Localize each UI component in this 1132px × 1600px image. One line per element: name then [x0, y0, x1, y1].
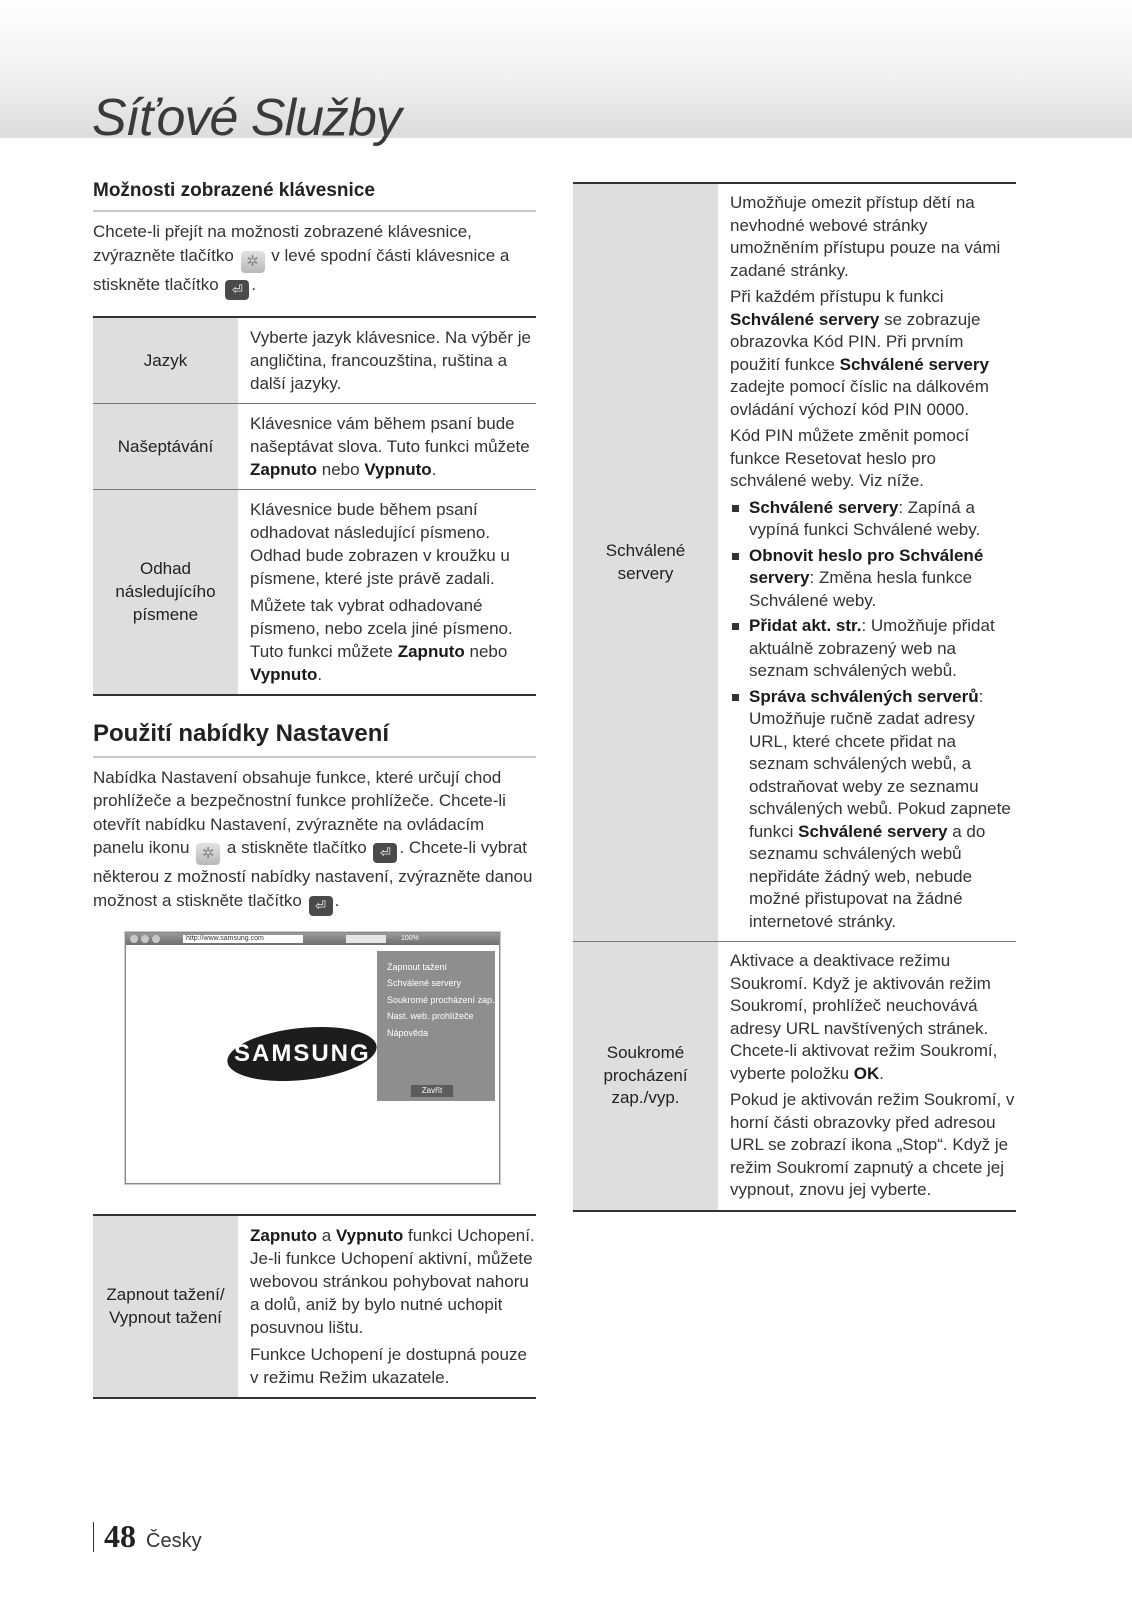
bold-term: Správa schválených serverů [749, 686, 979, 706]
text [730, 286, 1016, 421]
settings-gear-icon: ✲ [196, 843, 220, 865]
text: Klávesnice vám během psaní bude našeptávat slova. Tuto funkci můžete [250, 413, 530, 456]
settings-heading: Použití nabídky Nastavení [93, 719, 390, 747]
text: . [317, 664, 323, 684]
text: Aktivace a deaktivace režimu Soukromí. Když je aktivován režim Soukromí, prohlížeč neuchovává adresy URL navštívených stránek. Chcete-li aktivovat režim Soukromí, vyberte položku [730, 951, 998, 1083]
table-row [573, 942, 1016, 1211]
list-item [730, 545, 1016, 613]
forward-icon [141, 935, 149, 943]
samsung-logo [225, 1020, 380, 1087]
row-label-approved: Schválené servery [573, 183, 718, 942]
enter-button-icon: ⏎ [225, 280, 249, 300]
text: a stiskněte tlačítko [226, 838, 367, 857]
table-row [93, 317, 536, 404]
row-desc-drag [238, 1215, 536, 1398]
enter-button-icon: ⏎ [309, 896, 333, 916]
text: zadejte pomocí číslic na dálkovém ovládání výchozí kód PIN 0000. [730, 377, 989, 419]
bold-term: Schválené servery [749, 497, 899, 517]
url-field: http://www.samsung.com [183, 935, 303, 943]
row-desc-suggestions [238, 403, 536, 489]
heading-rule [93, 210, 536, 212]
text: . [431, 459, 437, 479]
bold-term: OK [853, 1063, 880, 1083]
text: a [317, 1225, 336, 1245]
bold-term: Vypnuto [335, 1225, 404, 1245]
row-label-language: Jazyk [93, 317, 238, 404]
page-footer [93, 1518, 202, 1555]
text: . Chcete-li vybrat některou z možností nabídky nastavení, zvýrazněte danou možnost a stiskněte tlačítko [93, 838, 533, 910]
row-desc-private [718, 942, 1016, 1211]
right-column [573, 182, 1016, 1212]
text [730, 950, 1016, 1085]
list-item [730, 615, 1016, 683]
text: : Změna hesla funkce Schválené weby. [749, 568, 973, 610]
text: Můžete tak vybrat odhadované písmeno, nebo zcela jiné písmeno. Tuto funkci můžete [250, 595, 513, 661]
text: . [334, 890, 340, 910]
page-language: Česky [146, 1530, 202, 1552]
back-icon [130, 935, 138, 943]
keyboard-intro [93, 220, 536, 300]
table-row [93, 1215, 536, 1398]
row-desc-language: Vyberte jazyk klávesnice. Na výběr je angličtina, francouzština, ruština a další jazyky. [250, 327, 531, 393]
zoom-level: 100% [401, 935, 419, 942]
text: a do seznamu schválených webů nepřidáte žádný web, nebude možné přistupovat na žádné internetové stránky. [749, 821, 986, 931]
bold-term: Schválené servery [798, 821, 948, 841]
text [250, 1224, 536, 1339]
table-row [93, 403, 536, 489]
row-label-private: Soukromé procházení zap./vyp. [573, 942, 718, 1211]
keyboard-options-table [93, 316, 536, 696]
bold-term: Zapnuto [397, 641, 465, 661]
close-button: Zavřít [411, 1085, 453, 1097]
settings-gear-icon: ✲ [241, 251, 265, 273]
text: Pokud je aktivován režim Soukromí, v horní části obrazovky před adresou URL se zobrazí ikona „Stop“. Když je režim Soukromí zapnutý a chcete jej vypnout, znovu jej vyberte. [730, 1090, 1015, 1199]
bold-term: Vypnuto [364, 459, 432, 479]
enter-button-icon: ⏎ [373, 843, 397, 863]
search-field [346, 935, 386, 943]
browser-toolbar [126, 933, 499, 945]
bold-term: Vypnuto [250, 664, 318, 684]
text: Nabídka Nastavení obsahuje funkce, které určují chod prohlížeče a bezpečnostní funkce prohlížeče. Chcete-li otevřít nabídku Nastavení, zvýrazněte na ovládacím panelu ikonu [93, 767, 506, 857]
text: : Zapíná a vypíná funkci Schválené weby. [749, 497, 981, 539]
row-desc-next-letter [238, 489, 536, 695]
left-column [93, 180, 536, 1399]
bold-term: Zapnuto [250, 459, 318, 479]
browser-settings-table [573, 182, 1016, 1212]
keyboard-intro-text-3: . [251, 274, 257, 294]
heading-rule [93, 756, 536, 758]
page-title: Síťové Služby [92, 89, 401, 147]
menu-item-approved: Schválené servery [387, 978, 462, 988]
text: Klávesnice bude během psaní odhadovat následující písmeno. Odhad bude zobrazen v kroužku u písmene, které jste právě zadali. [250, 499, 510, 588]
text: nebo [317, 459, 365, 479]
list-item [730, 686, 1016, 934]
bold-term: Schválené servery [730, 309, 880, 329]
text: . [879, 1063, 885, 1083]
keyboard-intro-text-1: Chcete-li přejít na možnosti zobrazené klávesnice, zvýrazněte tlačítko [93, 222, 472, 265]
row-desc-approved [718, 183, 1016, 942]
text: : Umožňuje přidat aktuálně zobrazený web na seznam schválených webů. [749, 616, 995, 680]
menu-item-browser-settings: Nast. web. prohlížeče [387, 1011, 474, 1021]
keyboard-options-heading: Možnosti zobrazené klávesnice [93, 180, 375, 201]
menu-item-private: Soukromé procházení zap. [387, 994, 495, 1005]
row-label-drag: Zapnout tažení/ Vypnout tažení [93, 1215, 238, 1398]
text: nebo [464, 641, 508, 661]
bold-term: Obnovit heslo pro Schválené servery [749, 545, 984, 587]
text: Umožňuje omezit přístup dětí na nevhodné webové stránky umožněním přístupu pouze na vámi zadané stránky. [730, 193, 1001, 280]
menu-item-help: Nápověda [387, 1027, 429, 1038]
table-row [573, 183, 1016, 942]
home-icon [152, 935, 160, 943]
text: Funkce Uchopení je dostupná pouze v režimu Režim ukazatele. [250, 1344, 527, 1387]
text: Kód PIN můžete změnit pomocí funkce Resetovat heslo pro schválené weby. Viz níže. [730, 426, 970, 490]
table-row [93, 489, 536, 695]
bold-term: Zapnuto [250, 1225, 318, 1245]
browser-screenshot [125, 932, 500, 1184]
text: Při každém přístupu k funkci [730, 287, 944, 306]
text: funkci Uchopení. Je-li funkce Uchopení aktivní, můžete webovou stránkou pohybovat nahoru a dolů, aniž by bylo nutné uchopit posuvnou lištu. [250, 1225, 535, 1337]
text: se zobrazuje obrazovka Kód PIN. Při prvním použití funkce [730, 309, 981, 374]
bold-term: Schválené servery [839, 354, 989, 374]
footer-divider [93, 1522, 94, 1552]
keyboard-intro-text-2: v levé spodní části klávesnice a stiskněte tlačítko [93, 245, 510, 294]
settings-menu-panel [377, 951, 495, 1101]
menu-item-drag: Zapnout tažení [387, 961, 448, 972]
drag-table [93, 1214, 536, 1399]
page-number: 48 [104, 1518, 136, 1554]
row-label-suggestions: Našeptávání [93, 403, 238, 489]
text: : Umožňuje ručně zadat adresy URL, které chcete přidat na seznam schválených webů, a odstraňovat weby ze seznamu schválených webů. Pokud zapnete funkci [749, 686, 1011, 841]
list-item [730, 497, 1016, 542]
text [250, 594, 536, 686]
approved-bullets [730, 497, 1016, 934]
logo-text: SAMSUNG [233, 1039, 371, 1067]
bold-term: Přidat akt. str. [749, 616, 862, 635]
row-label-next-letter: Odhad následujícího písmene [93, 489, 238, 695]
settings-intro [93, 766, 536, 916]
